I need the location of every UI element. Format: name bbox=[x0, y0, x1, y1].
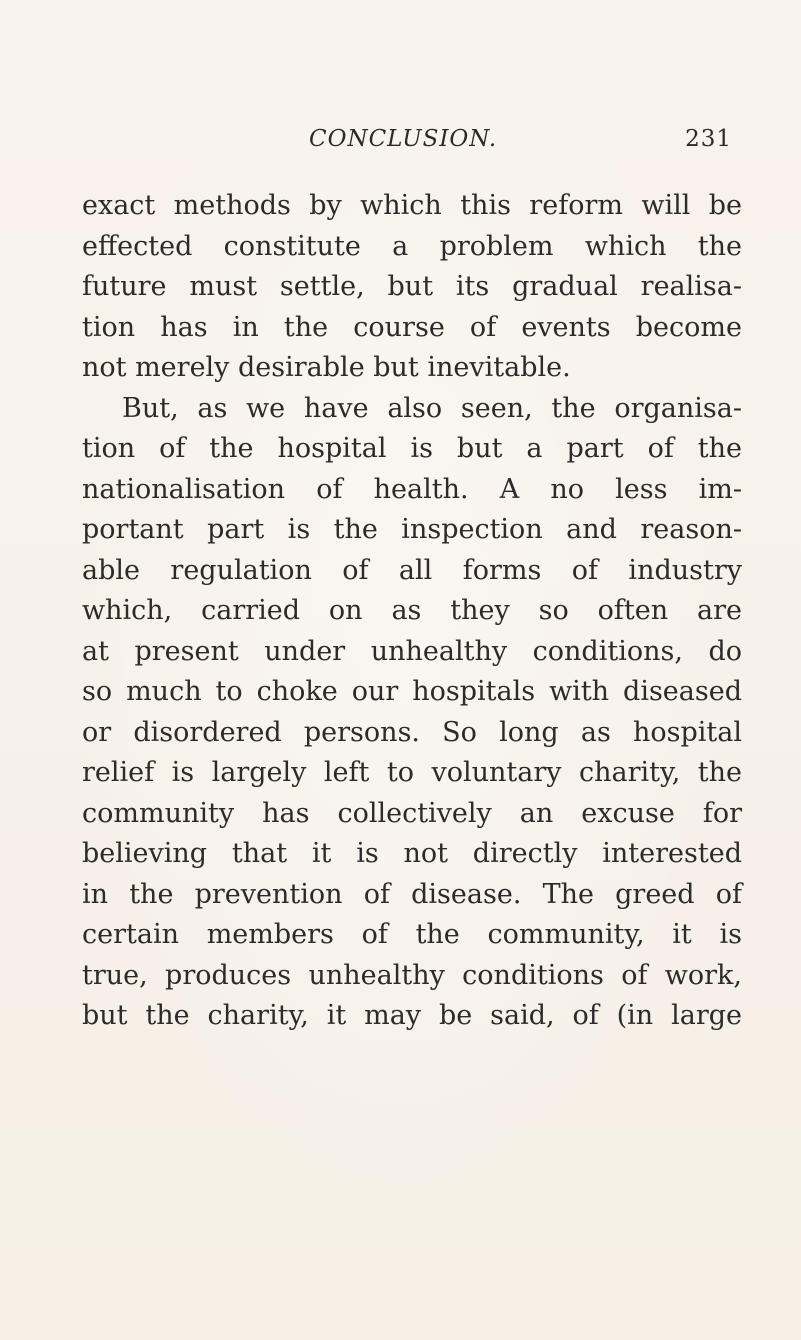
text-line: able regulation of all forms of industry bbox=[82, 554, 742, 586]
text-line: tion of the hospital is but a part of the bbox=[82, 433, 742, 464]
text-line: in the prevention of disease. The greed of bbox=[82, 878, 742, 910]
text-line: but the charity, it may be said, of (in large bbox=[82, 1000, 742, 1031]
page-number: 231 bbox=[685, 126, 732, 152]
text-line: so much to choke our hospitals with diseased bbox=[82, 676, 742, 707]
text-line: which, carried on as they so often are bbox=[82, 595, 742, 626]
text-line: certain members of the community, it is bbox=[82, 919, 742, 950]
text-line: or disordered persons. So long as hospital bbox=[82, 716, 742, 748]
text-line: portant part is the inspection and reason- bbox=[82, 514, 742, 545]
text-line: future must settle, but its gradual realisa- bbox=[82, 271, 742, 302]
text-line: believing that it is not directly interested bbox=[82, 838, 742, 869]
running-head bbox=[82, 126, 732, 166]
body-text bbox=[82, 186, 742, 1037]
text-line: at present under unhealthy conditions, do bbox=[82, 635, 742, 667]
text-line: community has collectively an excuse for bbox=[82, 797, 742, 829]
paragraph-start-line: But, as we have also seen, the organisa- bbox=[122, 392, 742, 424]
text-line: relief is largely left to voluntary charity, the bbox=[82, 757, 742, 788]
text-line: nationalisation of health. A no less im- bbox=[82, 473, 742, 505]
running-title: CONCLUSION. bbox=[309, 126, 498, 152]
paragraph-end-line: not merely desirable but inevitable. bbox=[82, 352, 571, 383]
text-line: effected constitute a problem which the bbox=[82, 230, 742, 262]
text-line: tion has in the course of events become bbox=[82, 311, 742, 343]
text-line: true, produces unhealthy conditions of work, bbox=[82, 959, 742, 991]
text-line: exact methods by which this reform will be bbox=[82, 190, 742, 221]
